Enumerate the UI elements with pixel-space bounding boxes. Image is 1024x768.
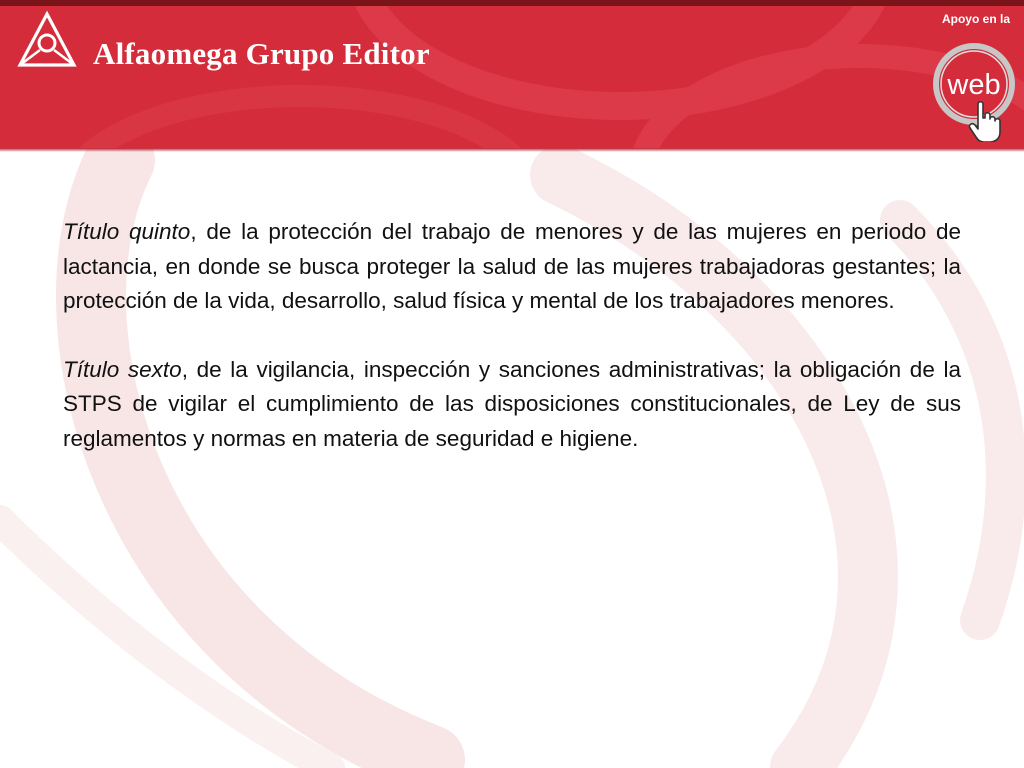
- slide-content: [63, 215, 961, 490]
- paragraph-lead: Título sexto: [63, 356, 182, 382]
- header-bottom-shadow: [0, 148, 1024, 152]
- header-banner: [0, 6, 1024, 148]
- paragraph-titulo-quinto: [63, 215, 961, 319]
- web-support-badge[interactable]: [924, 10, 1024, 142]
- brand-name: Alfaomega Grupo Editor: [93, 36, 430, 71]
- paragraph-text: , de la vigilancia, inspección y sanciones administrativas; la obligación de la STPS de vigilar el cumplimiento de las disposiciones constitucionales, de Ley de sus reglamentos y normas en materia de seguridad e higiene.: [63, 356, 961, 451]
- web-support-caption: Apoyo en la: [941, 12, 1010, 26]
- header-pattern: [0, 6, 1024, 148]
- paragraph-lead: Título quinto: [63, 219, 191, 244]
- alfaomega-triangle-logo-icon: [16, 10, 78, 70]
- paragraph-text: , de la protección del trabajo de menores y de las mujeres en periodo de lactancia, en donde se busca proteger la salud de las mujeres trabajadoras gestantes; la protección de la vida, desarrollo, salud física y mental de los trabajadores menores.: [63, 219, 961, 313]
- web-badge-text: web: [947, 69, 1001, 101]
- paragraph-titulo-sexto: [63, 353, 961, 457]
